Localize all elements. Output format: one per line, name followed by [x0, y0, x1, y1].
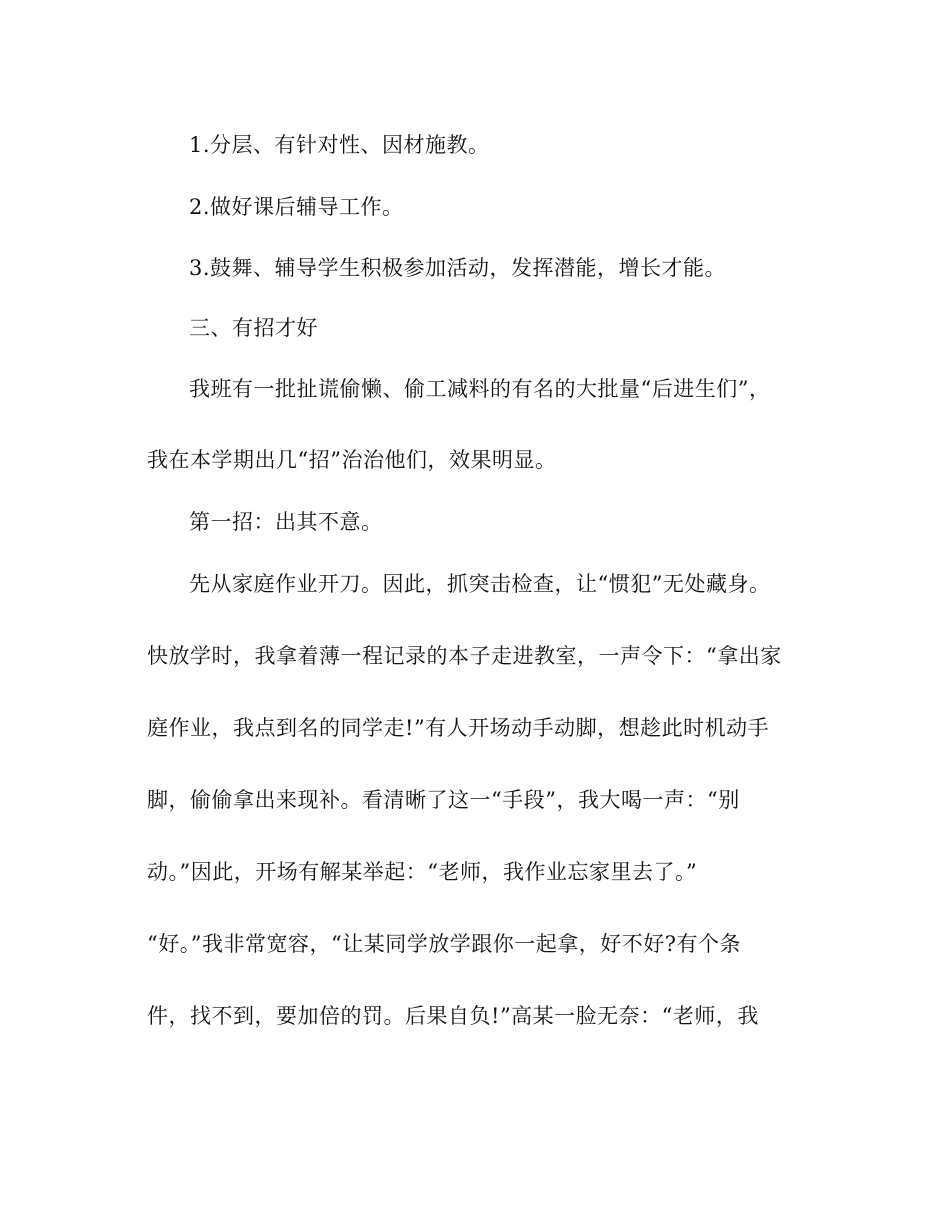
- subheading-first-move: 第一招：出其不意。: [189, 510, 383, 534]
- paragraph-line: 脚，偷偷拿出来现补。看清晰了这一“手段”，我大喝一声：“别: [147, 788, 740, 812]
- paragraph-line: 我在本学期出几“招”治治他们，效果明显。: [147, 448, 557, 472]
- section-heading: 三、有招才好: [189, 316, 318, 340]
- paragraph-line: “好。”我非常宽容，“让某同学放学跟你一起拿，好不好?有个条: [147, 932, 741, 956]
- paragraph-line: 件，找不到，要加倍的罚。后果自负!”高某一脸无奈：“老师，我: [147, 1004, 759, 1028]
- list-item-2: 2.做好课后辅导工作。: [189, 195, 404, 219]
- paragraph-line: 先从家庭作业开刀。因此，抓突击检查，让“惯犯”无处藏身。: [189, 572, 771, 596]
- paragraph-line: 我班有一批扯谎偷懒、偷工减料的有名的大批量“后进生们”，: [189, 377, 771, 401]
- paragraph-line: 快放学时，我拿着薄一程记录的本子走进教室，一声令下：“拿出家: [147, 644, 782, 668]
- paragraph-line: 动。”因此，开场有解某举起：“老师，我作业忘家里去了。”: [147, 860, 698, 884]
- list-item-1: 1.分层、有针对性、因材施教。: [189, 133, 490, 157]
- paragraph-line: 庭作业，我点到名的同学走!”有人开场动手动脚，想趁此时机动手: [147, 716, 770, 740]
- list-item-3: 3.鼓舞、辅导学生积极参加活动，发挥潜能，增长才能。: [189, 256, 727, 280]
